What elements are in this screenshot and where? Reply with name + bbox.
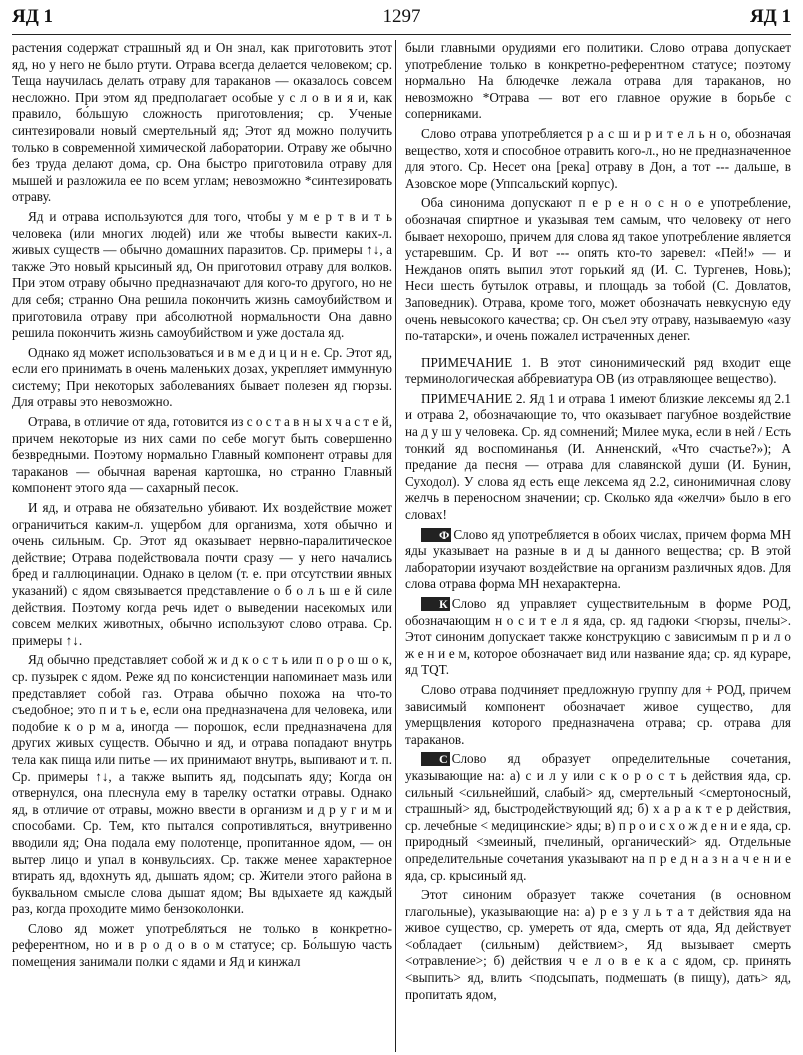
section-mark-f: Ф bbox=[421, 528, 451, 542]
section-paragraph-k bbox=[405, 596, 791, 679]
paragraph: Отрава, в отличие от яда, готовится из с о с т а в н ы х ч а с т е й, причем некоторые из них сами по себе могут быть совершенно безвредными. Поэтому нормально Главный компонент отравы для тараканов — обычная вареная картошка, но странно Главный компонент этого яда — сахарный песок. bbox=[12, 414, 392, 496]
note-paragraph: ПРИМЕЧАНИЕ 2. Яд 1 и отрава 1 имеют близкие лексемы яд 2.1 и отрава 2, обозначающие то, что оказывает пагубное воздействие на д у ш у человека. Ср. яд сомнений; Милее мука, если в ней / Есть тонкий яд воспоминанья (И. Анненский, «Что счастье?»); А предание да песня — отрава для славянской души (И. Бунин, Суходол). У слова яд есть еще лексема яд 2.2, синонимичная слову желчь в переносном значении; ср. Сколько яда «желчи» было в его словах! bbox=[405, 390, 791, 523]
paragraph: Однако яд может использоваться и в м е д и ц и н е. Ср. Этот яд, если его принимать в очень маленьких дозах, укрепляет иммунную систему; При некоторых заболеваниях бывает полезен яд гюрзы. Для отравы это невозможно. bbox=[12, 344, 392, 410]
header-rule bbox=[12, 34, 791, 35]
page-header bbox=[12, 6, 791, 32]
section-mark-k: К bbox=[421, 597, 450, 611]
paragraph: Слово отрава употребляется р а с ш и р и т е л ь н о, обозначая вещество, хотя и способное отравить кого-л., но не предназначенное для этого. Ср. Несет она [река] отраву в Дон, а тот --- дальше, в Азовское море (Уппсальский корпус). bbox=[405, 125, 791, 191]
note-paragraph: ПРИМЕЧАНИЕ 1. В этот синонимический ряд входит еще терминологическая аббревиатура ОВ (из отравляющее вещество). bbox=[405, 354, 791, 387]
paragraph: Слово яд может употребляться не только в конкретно-референтном, но и в р о д о в о м статусе; ср. Бо́льшую часть помещения занимали полки с ядами и Яд и кинжал bbox=[12, 920, 392, 970]
section-text: Слово яд употребляется в обоих числах, причем форма МН яды указывает на разные в и д ы данного вещества; ср. В этой лаборатории изучают воздействие на организм различных ядов. Для слова отрава форма МН нехарактерна. bbox=[405, 526, 791, 592]
right-column bbox=[405, 40, 791, 1050]
paragraph: Яд и отрава используются для того, чтобы у м е р т в и т ь человека (или многих людей) или же чтобы вывести каких-л. живых существ — обычно домашних паразитов. Ср. примеры ↑↓, а также Это новый крысиный яд, Он приготовил отраву для волков. При этом отраву обычно предназначают для кого-то другого, но не для себя; странно Она решила покончить жизнь самоубийством и приготовила отраву при абсолютной нормальности Она давно решила покончить жизнь самоубийством и уже достала яд. bbox=[12, 208, 392, 341]
paragraph: И яд, и отрава не обязательно убивают. Их воздействие может ограничиться каким-л. ущербом для организма, хотя обычно и очень сильным. Ср. Этот яд оказывает нервно-паралитическое действие; Отрава подействовала почти сразу — у него начались бред и галлюцинации. Однако в целом (т. е. при отсутствии явных указаний) с ядом связывается представление о б о л ь ш е й силе действия. Поэтому когда речь идет о выведении насекомых или совсем мелких животных, обычно используют слово отрава. Ср. примеры ↑↓. bbox=[12, 500, 392, 648]
column-divider bbox=[395, 40, 396, 1052]
paragraph: были главными орудиями его политики. Слово отрава допускает употребление только в конкретно-референтном статусе; поэтому нормально На блюдечке лежала отрава для тараканов, но невозможно *Отрава — вот его главное оружие в борьбе с соперниками. bbox=[405, 40, 791, 122]
headword-left: ЯД 1 bbox=[12, 6, 54, 27]
left-column bbox=[12, 40, 392, 1050]
paragraph: Этот синоним образует также сочетания (в основном глагольные), указывающие на: а) р е з у л ь т а т действия яда на живое существо, ср. умереть от яда, смерть от яда, Яд действует <обладает (сильным) действием>, Яд вызывает смерть <отравление>; б) действия ч е л о в е к а с ядом, ср. принять <выпить> яд, влить <подсыпать, подмешать (в пищу), дать> яд, пропитать ядом, bbox=[405, 887, 791, 1002]
section-mark-s: С bbox=[421, 752, 450, 766]
headword-right: ЯД 1 bbox=[749, 6, 791, 27]
section-paragraph-s bbox=[405, 751, 791, 884]
paragraph: Оба синонима допускают п е р е н о с н о е употребление, обозначая спиртное и указывая тем самым, что человеку от него бывает нехорошо, причем для слова яд такое употребление является устаревшим. Ср. И вот --- опять кто-то заревел: «Пей!» — и Нежданов опять выпил этот горький яд (И. С. Тургенев, Новь); Неси шесть бутылок отравы, и площадь за тобой (С. Довлатов, Заповедник). Отрава, кроме того, может обозначать невкусную еду очень невысокого качества; ср. Он съел эту отраву, называемую «азу по-татарски», и очень пожалел истраченных денег. bbox=[405, 195, 791, 344]
paragraph: Яд обычно представляет собой ж и д к о с т ь или п о р о ш о к, ср. пузырек с ядом. Реже яд по консистенции напоминает мазь или представляет собой газ. Отрава обычно похожа на что-то съедобное; это п и т ь е, если она предназначена для человека, или подобие к о р м а, иногда — порошок, если предназначена для других живых существ. Обычно и яд, и отрава попадают внутрь тела как пища или питье — их принимают внутрь, выпивают и т. п. Ср. примеры ↑↓, а также выпить яд, подсыпать яду; Когда он отвернулся, она плеснула ему в тарелку остатки отравы. Однако яд, в отличие от отравы, можно ввести в организм и д р у г и м и способами. Ср. Тем, кто пытался сопротивляться, внутривенно вводили яд; Она подала ему полотенце, пропитанное ядом, — он вытер лицо и упал в конвульсиях. Ср. также менее характерное втирать яд, вдохнуть яд, дышать ядом; ср. Жители этого района в буквальном смысле слова дышат ядом; Вы вдыхаете яд каждый раз, когда проходите мимо бензоколонки. bbox=[12, 652, 392, 917]
paragraph: растения содержат страшный яд и Он знал, как приготовить этот яд, но у него не было ртути. Отрава всегда делается человеком; ср. Теща научилась делать отраву для тараканов — оказалось совсем несложно. При этом яд предполагает особые у с л о в и я и, как правило, бо́льшую сложность приготовления; ср. Ученые синтезировали новый смертельный яд; Этот яд можно получить только в современной химической лаборатории. Отраву же обычно без труда делают дома, ср. Она быстро приготовила отраву для мышей и разложила ее по всем углам; невозможно *синтезировать отраву. bbox=[12, 40, 392, 205]
section-paragraph-f bbox=[405, 527, 791, 593]
section-text: Слово яд управляет существительным в форме РОД, обозначающим н о с и т е л я яда, ср. яд гадюки <гюрзы, пчелы>. Этот синоним допускает также конструкцию с зависимым п р и л о ж е н и е м, которое обозначает вид или название яда; ср. яд кураре, яд TQT. bbox=[405, 596, 791, 678]
paragraph: Слово отрава подчиняет предложную группу для + РОД, причем зависимый компонент обозначает живое существо, для умерщвления которого предназначена отрава; ср. отрава для тараканов. bbox=[405, 681, 791, 747]
section-text: Слово яд образует определительные сочетания, указывающие на: а) с и л у или с к о р о с т ь действия яда, ср. сильный <сильнейший, слабый> яд, смертельный <смертоносный, страшный> яд, быстродействующий яд; б) х а р а к т е р действия, ср. лечебные < медицинские> яды; в) п р о и с х о ж д е н и е яда, ср. природный <змеиный, пчелиный, органический> яд. Отдельные определительные сочетания указывают на п р е д н а з н а ч е н и е яда, ср. крысиный яд. bbox=[405, 751, 791, 883]
page-number: 1297 bbox=[382, 6, 421, 27]
